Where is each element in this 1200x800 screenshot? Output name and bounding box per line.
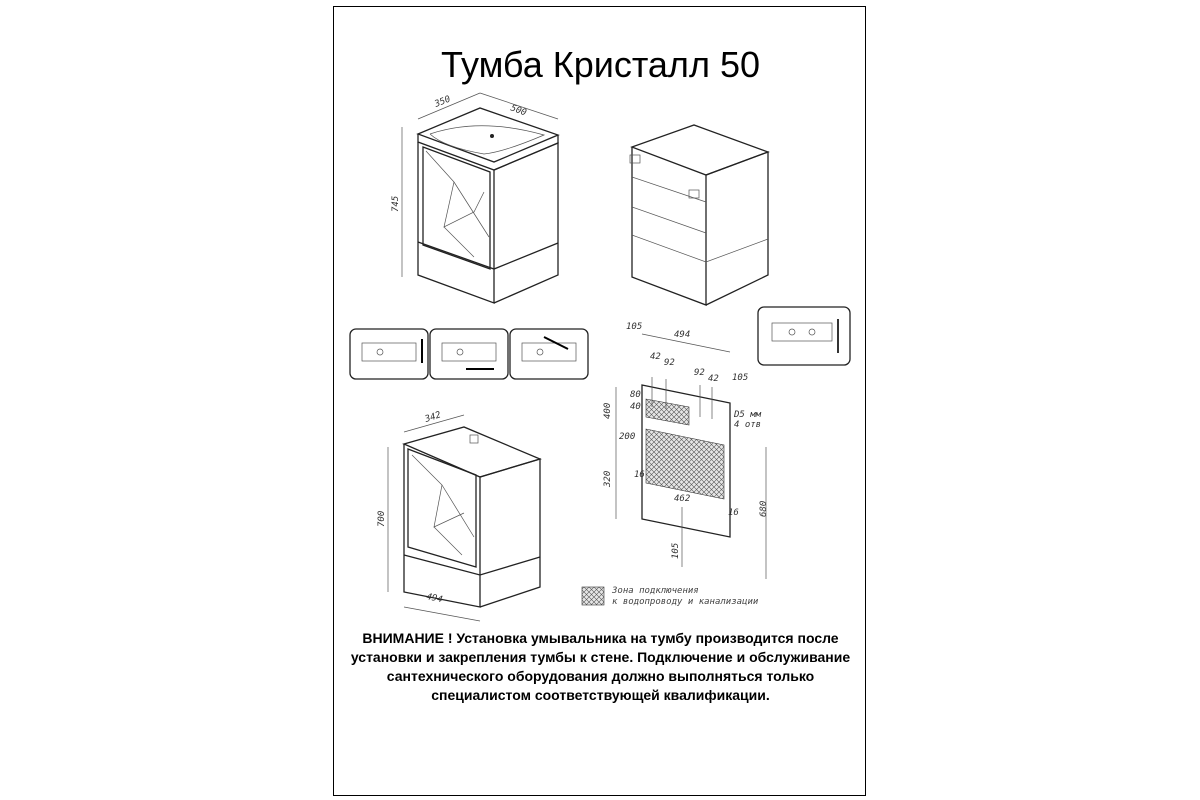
- assembly-diagram: [334, 7, 867, 627]
- cabinet-with-sink-drawing: [391, 93, 558, 303]
- dim-400: 400: [603, 402, 613, 419]
- dim-right-offset: 105: [732, 373, 749, 383]
- page-title: Тумба Кристалл 50: [441, 44, 760, 85]
- instruction-sheet: [333, 6, 866, 796]
- dim-width-bottom: 462: [674, 494, 691, 504]
- legend-line-1: Зона подключения: [612, 586, 699, 596]
- dim-pipe-left: 42: [650, 352, 661, 362]
- dim-200: 200: [619, 432, 636, 442]
- dim-depth-label-2: 342: [423, 410, 443, 425]
- dim-320: 320: [603, 470, 613, 487]
- dim-pipe-right2: 42: [708, 374, 719, 384]
- dim-height-label-2: 700: [377, 510, 387, 527]
- dim-16-left: 16: [634, 470, 645, 480]
- dim-left-offset: 105: [626, 322, 643, 332]
- dim-105-bottom: 105: [671, 542, 681, 559]
- dim-80: 80: [630, 390, 641, 400]
- dim-680: 680: [759, 500, 769, 517]
- hatch-swatch: [582, 587, 604, 605]
- dim-holes-size: D5 мм: [734, 410, 762, 420]
- dim-16-right: 16: [728, 508, 739, 518]
- hinge-detail: [758, 307, 850, 365]
- connection-zone-legend: [582, 586, 759, 607]
- dim-height-label: 745: [391, 195, 401, 212]
- dim-holes-count: 4 отв: [734, 420, 762, 430]
- dim-pipe-left2: 92: [664, 358, 675, 368]
- dim-40: 40: [630, 402, 641, 412]
- warning-line-3: сантехнического оборудования должно выполняться только: [386, 668, 815, 684]
- dim-pipe-right: 92: [694, 368, 705, 378]
- dim-width-label-2: 494: [425, 592, 444, 606]
- dim-width-label: 500: [508, 103, 528, 119]
- legend-line-2: к водопроводу и канализации: [612, 597, 759, 607]
- warning-line-2: установки и закрепления тумбы к стене. Подключение и обслуживание: [350, 649, 851, 665]
- warning-line-1: ВНИМАНИЕ ! Установка умывальника на тумбу производится после: [362, 630, 839, 646]
- warning-notice: [334, 629, 867, 705]
- dim-width-top: 494: [674, 330, 691, 340]
- warning-line-4: специалистом соответствующей квалификации.: [431, 687, 770, 703]
- cabinet-front-drawing: [377, 410, 540, 621]
- hinge-adjustment-steps: [350, 329, 588, 379]
- dim-depth-label: 350: [433, 94, 453, 110]
- installation-scheme: [603, 322, 769, 579]
- cabinet-carcass-drawing: [630, 125, 768, 305]
